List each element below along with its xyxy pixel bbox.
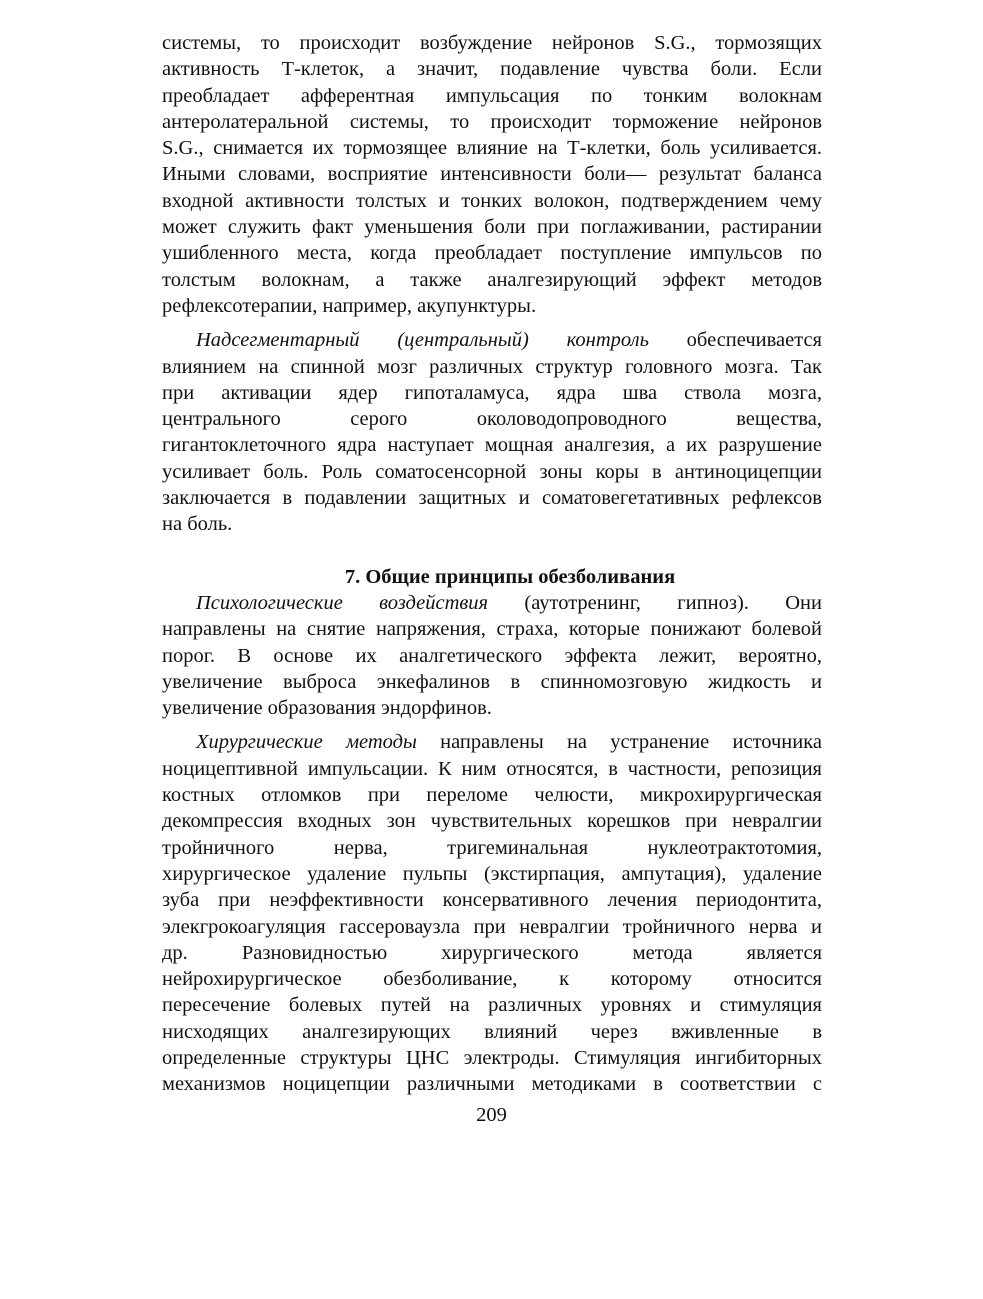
paragraph-1 [162, 30, 822, 319]
text-line: на боль. [162, 513, 233, 536]
text-line: нисходящих аналгезирующих влияний через вживленные в [162, 1020, 822, 1043]
text-line: ушибленного места, когда преобладает поступление импульсов по [162, 242, 822, 265]
text-line: влиянием на спинной мозг различных структур головного мозга. Так [162, 355, 822, 378]
text-line: входной активности толстых и тонких волокон, подтверждением чему [162, 189, 822, 212]
text-line: пересечение болевых путей на различных уровнях и стимуляция [162, 994, 822, 1017]
section-heading-text: 7. Общие принципы обезболивания [344, 565, 676, 588]
section-heading [162, 564, 822, 590]
text-line: Иными словами, восприятие интенсивности боли— результат баланса [162, 163, 822, 186]
text-line: ноцицептивной импульсации. К ним относятся, в частности, репозиция [162, 757, 822, 780]
text-line: др. Разновидностью хирургического метода является [162, 941, 822, 964]
text-line: активность Т-клеток, а значит, подавление чувства боли. Если [162, 58, 822, 81]
text-line [162, 590, 822, 616]
text-line: тройничного нерва, тригеминальная нуклеотрактотомия, [162, 836, 822, 859]
text-line: гигантоклеточного ядра наступает мощная аналгезия, а их разрушение [162, 434, 822, 457]
italic-term: Психологические воздействия [196, 591, 489, 614]
paragraph-2 [162, 327, 822, 537]
text-line: хирургическое удаление пульпы (экстирпация, ампутация), удаление [162, 862, 822, 885]
text-line: зуба при неэффективности консервативного лечения периодонтита, [162, 889, 822, 912]
text-line: усиливает боль. Роль соматосенсорной зоны коры в антиноцицепции [162, 460, 822, 483]
text-line [162, 327, 822, 353]
text-span: обеспечивается [648, 329, 822, 352]
text-line [162, 729, 822, 755]
text-line: толстым волокнам, а также аналгезирующий эффект методов [162, 268, 822, 291]
text-line: S.G., снимается их тормозящее влияние на Т-клетки, боль усиливается. [162, 137, 822, 160]
page-number: 209 [476, 1104, 507, 1126]
body-text [162, 30, 822, 1098]
text-line: рефлексотерапии, например, акупунктуры. [162, 294, 537, 317]
italic-term: Надсегментарный (центральный) контроль [196, 329, 649, 352]
paragraph-4 [162, 729, 822, 1097]
text-line: механизмов ноцицепции различными методиками в соответствии с [162, 1073, 822, 1096]
text-line: при активации ядер гипоталамуса, ядра шва ствола мозга, [162, 381, 822, 404]
text-line: декомпрессия входных зон чувствительных корешков при невралгии [162, 810, 822, 833]
text-line: преобладает афферентная импульсация по тонким волокнам [162, 84, 822, 107]
text-span: направлены на устранение источника [416, 731, 822, 754]
text-line: нейрохирургическое обезболивание, к которому относится [162, 968, 822, 991]
text-line: костных отломков при переломе челюсти, микрохирургическая [162, 784, 822, 807]
text-line: порог. В основе их аналгетического эффекта лежит, вероятно, [162, 644, 822, 667]
text-line: системы, то происходит возбуждение нейронов S.G., тормозящих [162, 32, 822, 54]
text-span: (аутотренинг, гипноз). Они [488, 591, 822, 614]
paragraph-3 [162, 590, 822, 721]
text-line: увеличение выброса энкефалинов в спинномозговую жидкость и [162, 670, 822, 693]
text-line: может служить факт уменьшения боли при поглаживании, растирании [162, 216, 822, 239]
text-line: направлены на снятие напряжения, страха, которые понижают болевой [162, 618, 822, 641]
text-line: заключается в подавлении защитных и соматовегетативных рефлексов [162, 487, 822, 510]
italic-term: Хирургические методы [196, 731, 417, 754]
text-line: увеличение образования эндорфинов. [162, 697, 492, 720]
text-line: антеролатеральной системы, то происходит торможение нейронов [162, 110, 822, 133]
text-line: центрального серого околоводопроводного вещества, [162, 408, 822, 431]
text-line: элекгрокоагуляция гассероваузла при невралгии тройничного нерва и [162, 915, 822, 938]
text-line: определенные структуры ЦНС электроды. Стимуляция ингибиторных [162, 1046, 822, 1069]
